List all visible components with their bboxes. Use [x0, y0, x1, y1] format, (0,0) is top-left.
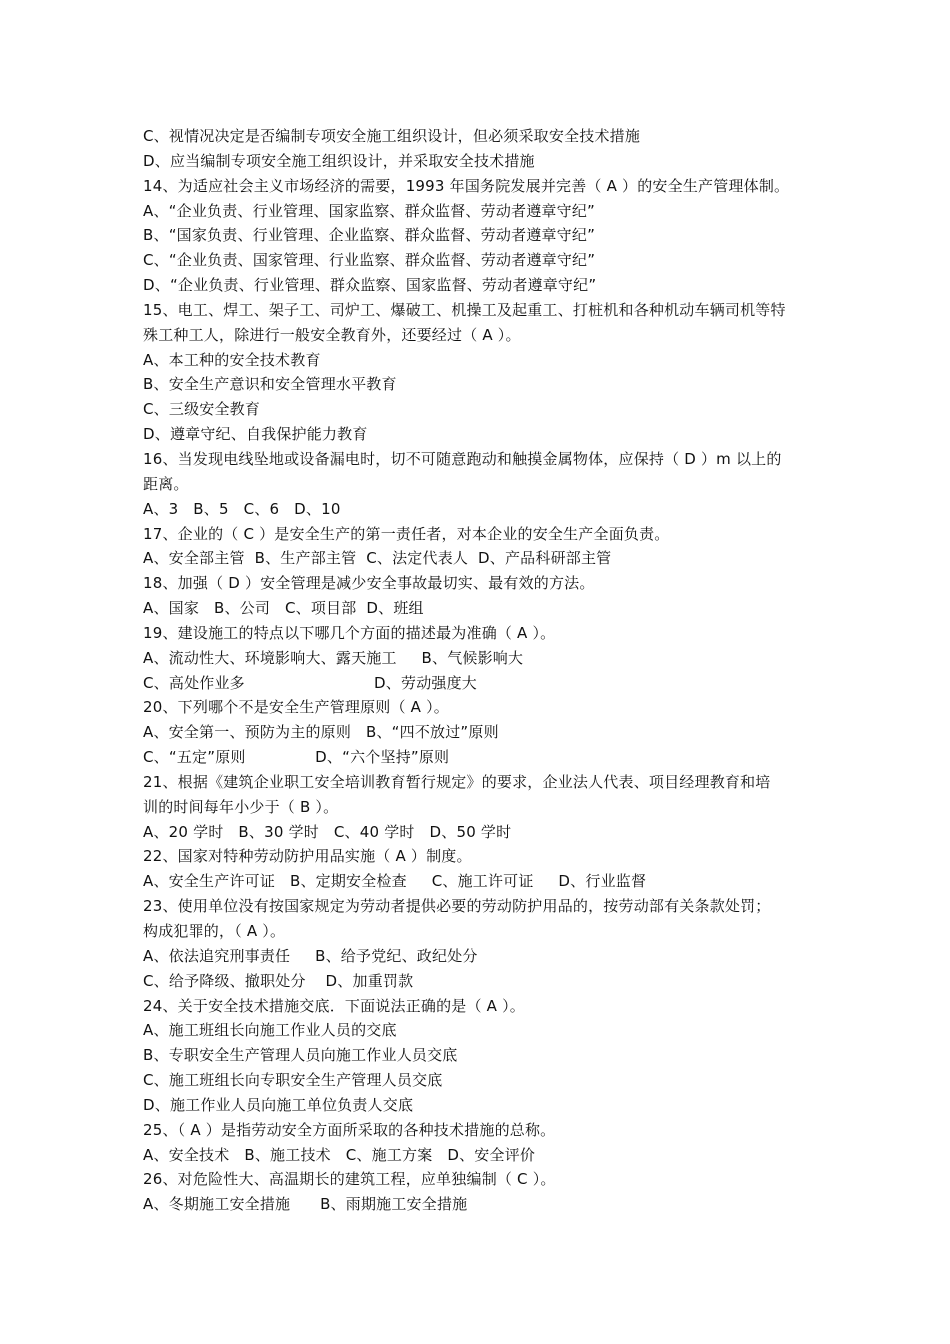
text-line: C、“企业负责、国家管理、行业监察、群众监督、劳动者遵章守纪”: [143, 251, 596, 270]
document-body: [143, 124, 823, 1217]
text-line: 16、当发现电线坠地或设备漏电时，切不可随意跑动和触摸金属物体，应保持（ D ）m 以上的: [143, 449, 782, 468]
text-line: 构成犯罪的，（ A ）。: [143, 922, 286, 940]
text-line: B、专职安全生产管理人员向施工作业人员交底: [143, 1046, 458, 1065]
text-line: 17、企业的（ C ）是安全生产的第一责任者，对本企业的安全生产全面负责。: [143, 524, 670, 543]
text-line: 距离。: [143, 474, 189, 493]
text-line: A、流动性大、环境影响大、露天施工 B、气候影响大: [143, 648, 524, 667]
text-line: 18、加强（ D ）安全管理是减少安全事故最切实、最有效的方法。: [143, 574, 595, 593]
text-line: 26、对危险性大、高温期长的建筑工程，应单独编制（ C ）。: [143, 1170, 556, 1189]
text-line: C、高处作业多 D、劳动强度大: [143, 673, 477, 692]
text-line: 23、使用单位没有按国家规定为劳动者提供必要的劳动防护用品的，按劳动部有关条款处罚；: [143, 897, 771, 916]
text-line: 20、下列哪个不是安全生产管理原则（ A ）。: [143, 698, 449, 717]
text-line: D、遵章守纪、自我保护能力教育: [143, 425, 368, 444]
text-line: D、“企业负责、行业管理、群众监察、国家监督、劳动者遵章守纪”: [143, 276, 597, 295]
text-line: 14、为适应社会主义市场经济的需要，1993 年国务院发展并完善（ A ）的安全生产管理体制。: [143, 176, 790, 195]
text-line: 殊工种工人，除进行一般安全教育外，还要经过（ A ）。: [143, 325, 521, 344]
text-line: 15、电工、焊工、架子工、司炉工、爆破工、机操工及起重工、打桩机和各种机动车辆司机等特: [143, 300, 786, 319]
text-line: A、依法追究刑事责任 B、给予党纪、政纪处分: [143, 946, 478, 965]
text-line: B、安全生产意识和安全管理水平教育: [143, 375, 397, 394]
text-line: 25、（ A ）是指劳动安全方面所采取的各种技术措施的总称。: [143, 1120, 556, 1139]
text-line: A、安全生产许可证 B、定期安全检查 C、施工许可证 D、行业监督: [143, 872, 647, 891]
text-line: 训的时间每年小少于（ B ）。: [143, 797, 339, 816]
text-line: 19、建设施工的特点以下哪几个方面的描述最为准确（ A ）。: [143, 623, 556, 642]
text-line: A、安全技术 B、施工技术 C、施工方案 D、安全评价: [143, 1145, 536, 1164]
text-line: A、冬期施工安全措施 B、雨期施工安全措施: [143, 1195, 468, 1214]
text-line: A、20 学时 B、30 学时 C、40 学时 D、50 学时: [143, 822, 512, 841]
text-line: D、施工作业人员向施工单位负责人交底: [143, 1095, 414, 1114]
text-line: A、“企业负责、行业管理、国家监察、群众监督、劳动者遵章守纪”: [143, 201, 596, 220]
text-line: 21、根据《建筑企业职工安全培训教育暂行规定》的要求，企业法人代表、项目经理教育和培: [143, 772, 771, 791]
text-line: A、施工班组长向施工作业人员的交底: [143, 1021, 397, 1040]
text-line: C、三级安全教育: [143, 400, 261, 419]
text-line: A、安全第一、预防为主的原则 B、“四不放过”原则: [143, 723, 499, 742]
text-line: 22、国家对特种劳动防护用品实施（ A ）制度。: [143, 847, 472, 866]
text-line: A、本工种的安全技术教育: [143, 350, 321, 369]
text-line: A、3 B、5 C、6 D、10: [143, 499, 341, 518]
text-line: A、安全部主管 B、生产部主管 C、法定代表人 D、产品科研部主管: [143, 549, 612, 568]
text-line: C、施工班组长向专职安全生产管理人员交底: [143, 1071, 443, 1090]
text-line: B、“国家负责、行业管理、企业监察、群众监督、劳动者遵章守纪”: [143, 226, 596, 245]
text-line: C、给予降级、撤职处分 D、加重罚款: [143, 971, 414, 990]
text-line: C、“五定”原则 D、“六个坚持”原则: [143, 748, 450, 767]
text-line: D、应当编制专项安全施工组织设计，并采取安全技术措施: [143, 151, 535, 170]
text-line: 24、关于安全技术措施交底．下面说法正确的是（ A ）。: [143, 996, 525, 1015]
text-line: A、国家 B、公司 C、项目部 D、班组: [143, 599, 424, 618]
text-line: C、视情况决定是否编制专项安全施工组织设计，但必须采取安全技术措施: [143, 127, 641, 145]
